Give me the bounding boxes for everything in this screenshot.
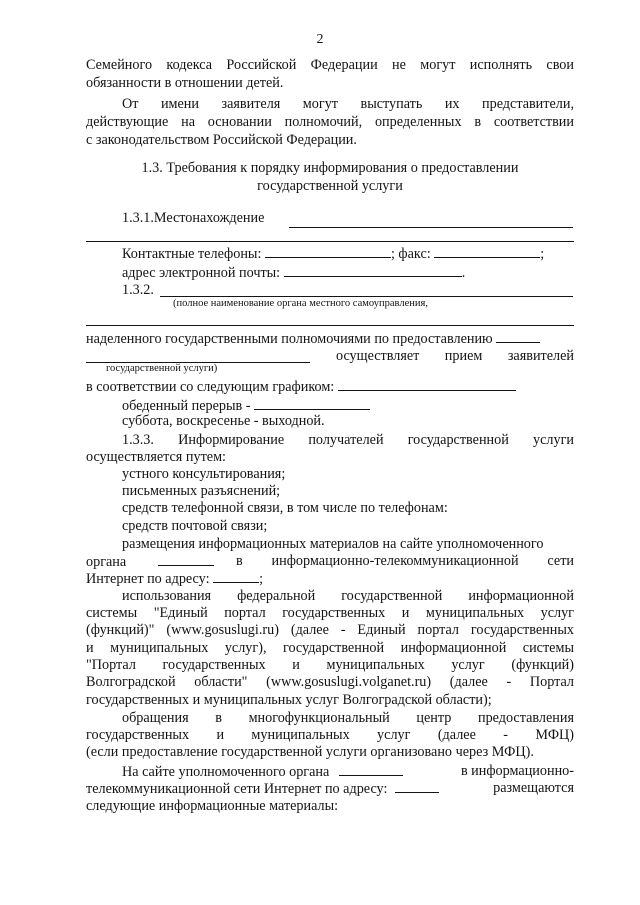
fax-blank [434, 245, 540, 258]
empowered-blank [496, 330, 540, 343]
empowered-text: наделенного государственными полномочиями по предоставлению [86, 331, 493, 347]
paragraph-line: использования федеральной государственной информационной [122, 588, 574, 604]
period: . [461, 265, 466, 281]
address-text: Интернет по адресу: [86, 571, 210, 587]
location-blank-line-2 [86, 241, 574, 242]
email-label: адрес электронной почты: [122, 265, 281, 281]
site-address-blank [395, 780, 439, 793]
email-row [122, 264, 574, 282]
paragraph-line: системы "Единый портал государственных и муниципальных услуг [86, 605, 574, 621]
location-blank-line [289, 227, 573, 228]
paragraph-line: Волгоградской области" (www.gosuslugi.volganet.ru) (далее - Портал [86, 674, 574, 690]
section-heading: 1.3. Требования к порядку информирования о предоставлении [141, 160, 519, 176]
paragraph-line: Семейного кодекса Российской Федерации не могут исполнять свои [86, 57, 574, 73]
address-row [86, 570, 574, 588]
site-text: На сайте уполномоченного органа [122, 764, 330, 780]
authority-blank-line-2 [86, 325, 574, 326]
lunch-text: обеденный перерыв - [122, 398, 251, 414]
site-address-text: телекоммуникационной сети Интернет по адресу: [86, 781, 388, 797]
site-blank [339, 763, 403, 776]
paragraph-line: государственных и муниципальных услуг (далее - МФЦ) [86, 727, 574, 743]
weekend-text: суббота, воскресенье - выходной. [122, 413, 325, 429]
location-label: 1.3.1.Местонахождение [122, 210, 265, 226]
paragraph-line: государственных и муниципальных услуг Волгоградской области); [86, 692, 492, 708]
phones-row [122, 245, 574, 263]
paragraph-line: следующие информационные материалы: [86, 798, 339, 814]
paragraph-line: (функций)" (www.gosuslugi.ru) (далее - Единый портал государственных [86, 622, 574, 638]
address-blank [213, 570, 259, 583]
paragraph-line: обращения в многофункциональный центр предоставления [122, 710, 574, 726]
site-text-end: в информационно- [460, 763, 574, 779]
page-number: 2 [316, 32, 324, 47]
receives-text: осуществляет прием заявителей [336, 348, 574, 364]
paragraph-line: (если предоставление государственной услуги организовано через МФЦ). [86, 744, 534, 760]
network-text: в информационно-телекоммуникационной сети [236, 553, 574, 569]
fax-label: ; факс: [390, 246, 431, 262]
paragraph-line: осуществляется путем: [86, 449, 226, 465]
method-item: размещения информационных материалов на сайте уполномоченного [122, 536, 544, 552]
paragraph-line: обязанности в отношении детей. [86, 75, 284, 91]
email-blank [284, 264, 462, 277]
paragraph-line: с законодательством Российской Федерации. [86, 132, 357, 148]
organ-blank [158, 553, 214, 566]
empowered-row [86, 330, 574, 348]
semicolon: ; [259, 571, 264, 587]
authority-blank-line [160, 296, 573, 297]
authority-note: (полное наименование органа местного самоуправления, [173, 298, 428, 309]
paragraph-line: действующие на основании полномочий, определенных в соответствии [86, 114, 574, 130]
organ-text: органа [86, 554, 127, 570]
method-item: средств почтовой связи; [122, 518, 268, 534]
paragraph-line: От имени заявителя могут выступать их представители, [122, 96, 574, 112]
method-item: устного консультирования; [122, 466, 286, 482]
phones-blank [265, 245, 391, 258]
schedule-row [86, 378, 574, 396]
item-132-label: 1.3.2. [122, 282, 154, 298]
section-heading: государственной услуги [257, 178, 403, 194]
paragraph-line: "Портал государственных и муниципальных услуг (функций) [86, 657, 574, 673]
phones-label: Контактные телефоны: [122, 246, 262, 262]
lunch-blank [254, 397, 370, 410]
method-item: письменных разъяснений; [122, 483, 281, 499]
paragraph-line: и муниципальных услуг), государственной информационной системы [86, 640, 574, 656]
method-item: средств телефонной связи, в том числе по телефонам: [122, 500, 448, 516]
service-note: государственной услуги) [106, 363, 218, 374]
paragraph-line: 1.3.3. Информирование получателей государственной услуги [122, 432, 574, 448]
site-address-end: размещаются [493, 780, 574, 796]
schedule-blank [338, 378, 516, 391]
semicolon: ; [540, 246, 545, 262]
schedule-text: в соответствии со следующим графиком: [86, 379, 335, 395]
